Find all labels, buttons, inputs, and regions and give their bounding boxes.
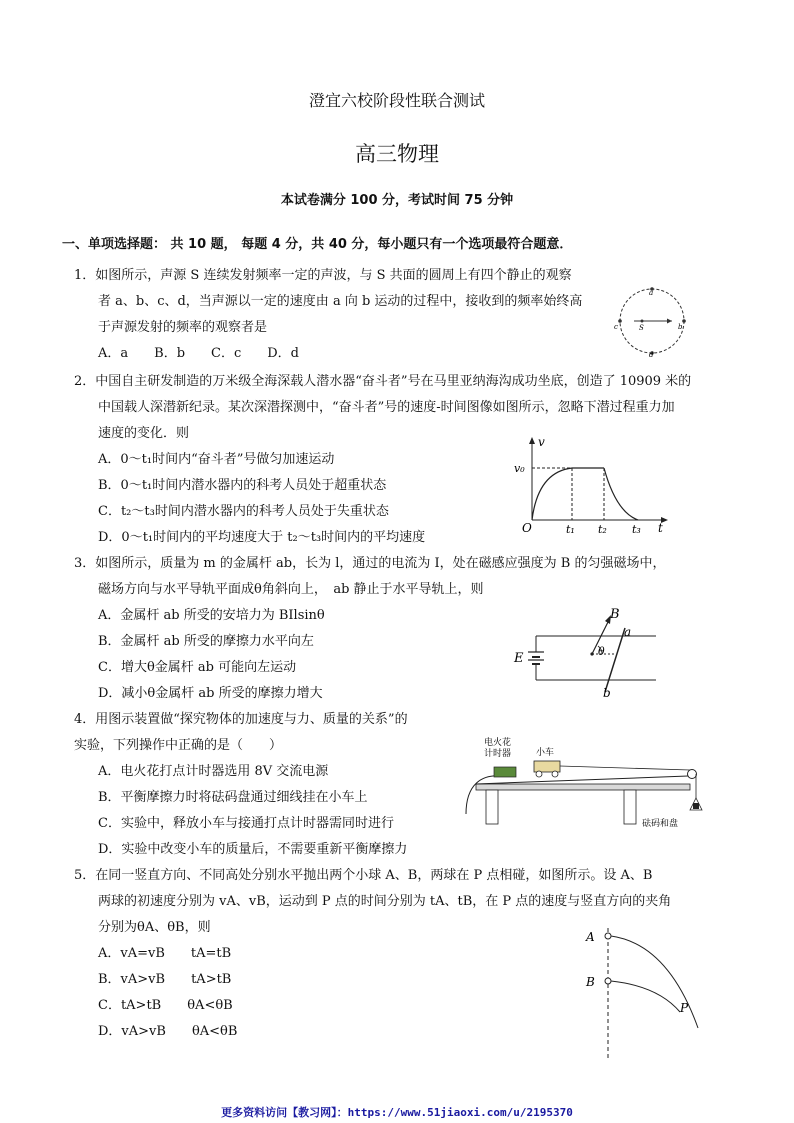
q3-fig-theta: θ [598,645,605,658]
section-title: 一、单项选择题： 共 10 题， 每题 4 分，共 40 分，每小题只有一个选项最符合题意． [62,237,573,252]
q3-line-1: 3．如图所示，质量为 m 的金属杆 ab，长为 l，通过的电流为 I，处在磁感应强度为 B 的匀强磁场中， [74,556,666,571]
q3-option-d: D．减小θ金属杆 ab 所受的摩擦力增大 [98,686,323,701]
q1-fig-c: c [614,323,618,331]
q3-fig-b: b [603,686,611,700]
q2-fig-v0-label: v₀ [514,462,525,475]
exam-subject-title: 高三物理 [355,142,439,166]
q4-option-a: A．电火花打点计时器选用 8V 交流电源 [98,764,329,779]
q3-option-b: B．金属杆 ab 所受的摩擦力水平向左 [98,634,314,649]
q1-fig-d: d [649,351,654,359]
q3-fig-e: E [514,651,524,666]
q3-circuit-figure [506,604,666,700]
q5-projectile-figure [578,924,718,1060]
q5-line-1: 5．在同一竖直方向、不同高处分别水平抛出两个小球 A、B，两球在 P 点相碰，如图所示。设 A、B [74,868,653,883]
q3-line-2: 磁场方向与水平导轨平面成θ角斜向上， ab 静止于水平导轨上，则 [98,582,484,597]
q3-fig-a: a [624,625,632,639]
q4-fig-timer-label-1: 电火花 [484,738,512,748]
q4-fig-timer-label-2: 计时器 [484,749,512,759]
q5-fig-b-label: B [586,975,595,989]
q1-options: A．a B．b C．c D．d [98,346,299,361]
q1-line-1: 1．如图所示，声源 S 连续发射频率一定的声波，与 S 共面的圆周上有四个静止的观察 [74,268,572,283]
q5-option-c: C．tA>tB θA<θB [98,998,233,1013]
q5-line-2: 两球的初速度分别为 vA、vB，运动到 P 点的时间分别为 tA、tB，在 P 点的速度与竖直方向的夹角 [98,894,672,909]
q4-line-2: 实验，下列操作中正确的是（ ） [74,738,283,753]
q2-fig-t2: t₂ [598,523,607,535]
q5-fig-a-label: A [586,930,595,944]
q4-line-1: 4．用图示装置做“探究物体的加速度与力、质量的关系”的 [74,712,408,727]
q5-option-b: B．vA>vB tA>tB [98,972,232,987]
q5-fig-p-label: P [680,1001,689,1015]
q1-fig-s: S [639,324,644,332]
q5-option-d: D．vA>vB θA<θB [98,1024,238,1039]
q2-line-3: 速度的变化．则 [98,426,190,441]
q4-fig-weights-label: 砝码和盘 [642,819,679,829]
exam-info: 本试卷满分 100 分，考试时间 75 分钟 [280,193,514,208]
q2-option-b: B．0～t₁时间内潜水器内的科考人员处于超重状态 [98,478,387,493]
q2-fig-t3: t₃ [632,523,641,535]
q2-option-a: A．0～t₁时间内“奋斗者”号做匀加速运动 [98,452,335,467]
q2-option-d: D．0～t₁时间内的平均速度大于 t₂～t₃时间内的平均速度 [98,530,426,545]
q1-fig-a: a [649,289,654,297]
q4-fig-cart-label: 小车 [536,748,555,758]
footer-resource-link[interactable]: 更多资料访问【教习网】：https://www.51jiaoxi.com/u/2195370 [221,1106,573,1119]
q1-fig-b: b [678,323,683,331]
q2-line-1: 2．中国自主研发制造的万米级全海深载人潜水器“奋斗者”号在马里亚纳海沟成功坐底，创造了 10909 米的 [74,374,692,389]
exam-school-title: 澄宜六校阶段性联合测试 [308,91,485,110]
q1-line-3: 于声源发射的频率的观察者是 [98,320,268,335]
q1-figure [612,283,692,359]
q3-option-a: A．金属杆 ab 所受的安培力为 BIlsinθ [98,608,325,623]
q4-option-d: D．实验中改变小车的质量后，不需要重新平衡摩擦力 [98,842,408,857]
q2-option-c: C．t₂～t₃时间内潜水器内的科考人员处于失重状态 [98,504,389,519]
q3-option-c: C．增大θ金属杆 ab 可能向左运动 [98,660,297,675]
q2-line-2: 中国载人深潜新纪录。某次深潜探测中，“奋斗者”号的速度-时间图像如图所示，忽略下潜过程重力加 [98,400,675,415]
q5-option-a: A．vA=vB tA=tB [98,946,232,961]
q4-option-b: B．平衡摩擦力时将砝码盘通过细线挂在小车上 [98,790,368,805]
q4-apparatus-figure [462,734,712,832]
q2-fig-origin: O [522,521,532,535]
q1-line-2: 者 a、b、c、d，当声源以一定的速度由 a 向 b 运动的过程中，接收到的频率始终高 [98,294,583,309]
q3-fig-b-field: B [610,607,620,622]
q2-fig-t-axis: t [658,521,663,535]
q2-fig-t1: t₁ [566,523,575,535]
q5-line-3: 分别为θA、θB，则 [98,920,211,935]
q2-fig-v-label: v [538,435,545,449]
q4-option-c: C．实验中，释放小车与接通打点计时器需同时进行 [98,816,394,831]
q2-vt-graph [508,432,673,535]
